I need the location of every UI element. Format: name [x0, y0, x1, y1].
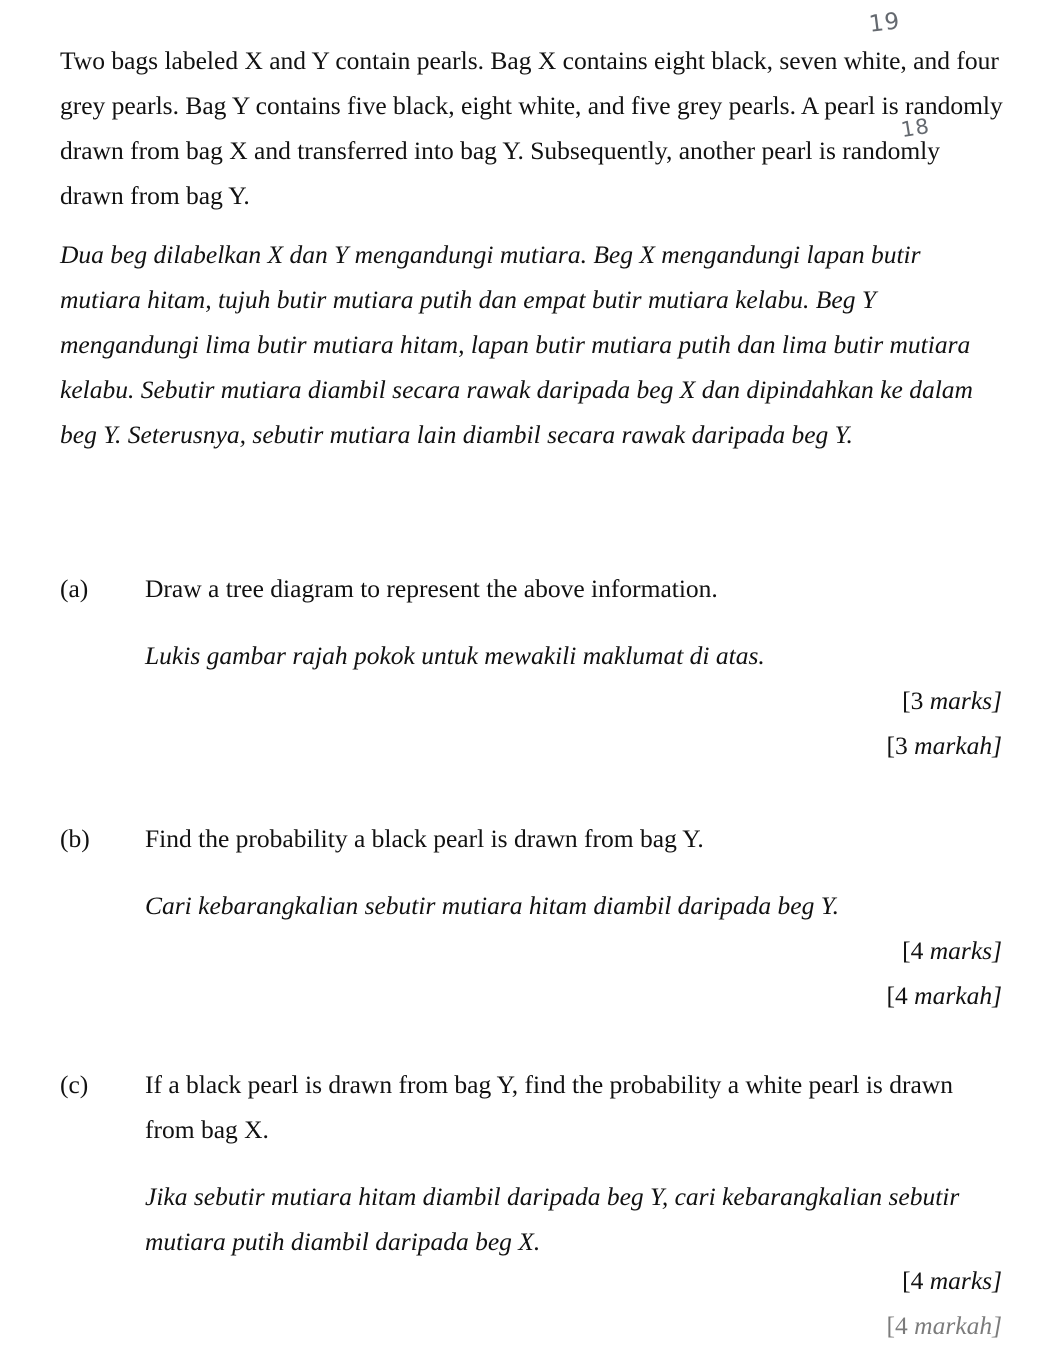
part-a-marks-malay-word: markah] — [914, 731, 1002, 760]
part-a-label: (a) — [60, 574, 89, 603]
part-b-marks-malay-word: markah] — [914, 981, 1002, 1010]
part-b-marks-malay — [542, 973, 1002, 1018]
part-b-marks-english — [542, 928, 1002, 973]
part-a-marks-malay-number: [3 — [886, 731, 915, 760]
part-c-malay: Jika sebutir mutiara hitam diambil daripada beg Y, cari kebarangkalian sebutir mutiara putih diambil daripada beg X. — [145, 1182, 960, 1256]
stem-english-text: Two bags labeled X and Y contain pearls. Bag X contains eight black, seven white, and four grey pearls. Bag Y contains five black, eight white, and five grey pearls. A pearl is randomly drawn from bag X and transferred into bag Y. Subsequently, another pearl is randomly drawn from bag Y. — [60, 46, 1003, 210]
part-a-marks-malay — [542, 723, 1002, 768]
part-a-english: Draw a tree diagram to represent the above information. — [145, 574, 718, 603]
spacer — [145, 861, 1005, 883]
part-b-marks-english-word: marks] — [929, 936, 1002, 965]
part-c-body — [145, 1062, 1005, 1264]
question-stem-malay — [60, 232, 1005, 457]
part-a-marks-english — [542, 678, 1002, 723]
part-c-marks-malay — [542, 1303, 1002, 1340]
handwritten-annotation-top: 19 — [867, 8, 902, 38]
part-c-marks-malay-word: markah] — [914, 1311, 1002, 1340]
part-c-marks-english-number: [4 — [902, 1266, 930, 1295]
part-c-marks-malay-number: [4 — [886, 1311, 915, 1340]
part-a-body — [145, 566, 1005, 678]
question-part-a — [60, 566, 1005, 678]
part-b-label: (b) — [60, 824, 90, 853]
stem-malay-text: Dua beg dilabelkan X dan Y mengandungi mutiara. Beg X mengandungi lapan butir mutiara hitam, tujuh butir mutiara putih dan empat butir mutiara kelabu. Beg Y mengandungi lima butir mutiara hitam, lapan butir mutiara putih dan lima butir mutiara kelabu. Sebutir mutiara diambil secara rawak daripada beg X dan dipindahkan ke dalam beg Y. Seterusnya, sebutir mutiara lain diambil secara rawak daripada beg Y. — [60, 240, 973, 449]
part-c-label: (c) — [60, 1070, 89, 1099]
part-c-english: If a black pearl is drawn from bag Y, find the probability a white pearl is drawn from bag X. — [145, 1070, 953, 1144]
question-stem-english — [60, 38, 1005, 218]
part-c-marks-english — [542, 1258, 1002, 1303]
part-a-marks-english-number: [3 — [902, 686, 930, 715]
handwritten-annotation-inline: 18 — [899, 113, 932, 143]
part-b-english: Find the probability a black pearl is drawn from bag Y. — [145, 824, 704, 853]
spacer — [145, 611, 1005, 633]
part-a-marks-english-word: marks] — [929, 686, 1002, 715]
part-a-malay: Lukis gambar rajah pokok untuk mewakili maklumat di atas. — [145, 641, 765, 670]
part-c-marks-english-word: marks] — [929, 1266, 1002, 1295]
question-part-c — [60, 1062, 1005, 1264]
part-b-malay: Cari kebarangkalian sebutir mutiara hitam diambil daripada beg Y. — [145, 891, 839, 920]
part-b-marks-malay-number: [4 — [886, 981, 915, 1010]
spacer — [145, 1152, 1005, 1174]
part-b-marks-english-number: [4 — [902, 936, 930, 965]
question-part-b — [60, 816, 1005, 928]
part-b-body — [145, 816, 1005, 928]
